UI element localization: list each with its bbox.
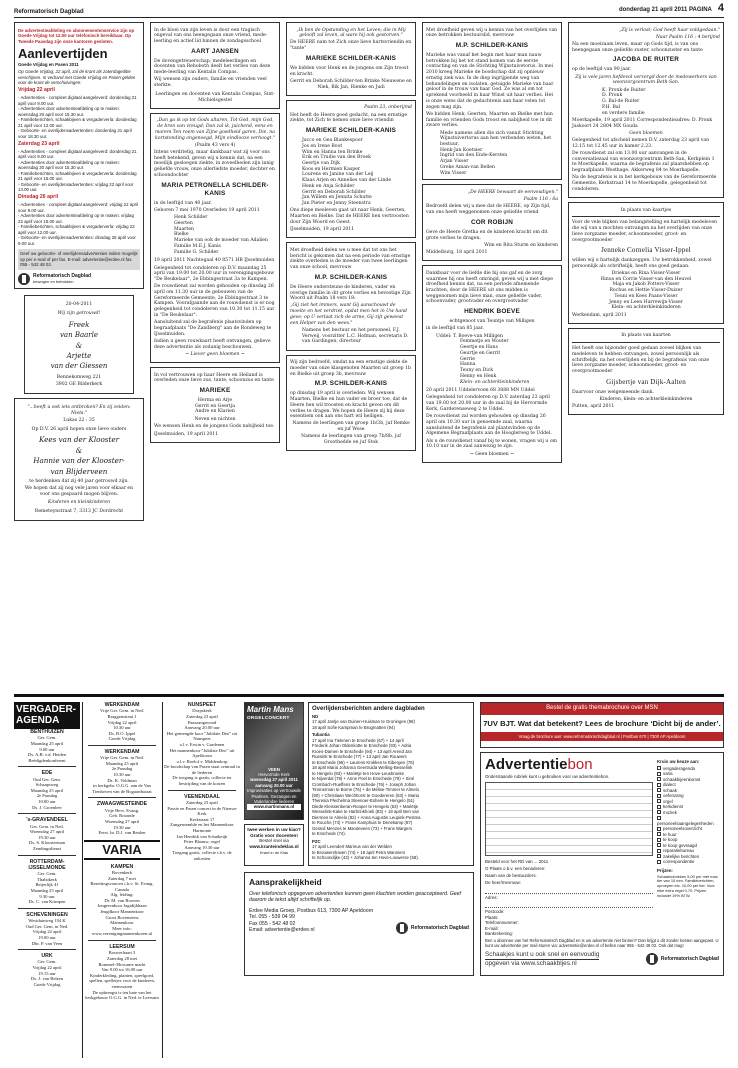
section-divider	[14, 694, 724, 697]
coupon-text-grid[interactable]	[485, 782, 653, 856]
notice-aart-jansen: In de bloei van zijn leven is door een tragisch ongeval van ons heengegaan onze vriend, mede-leerling en actief lid binnen de zondagsschool AART JANSEN De dovengetreuerschap, medeleerlingen en docenten van Rehoboth deelt het verlies van deze mede-leerling van Kentalis Compas. Wij wensen zijn ouders, familie en vrienden veel sterkte. Leerlingen en docenten van Kentalis Compas, Sint-Michielsgestel	[150, 22, 280, 109]
page-header	[14, 2, 724, 18]
death-notice-line: te Brouwershaven (74) + 18 april Petra Wanniers	[312, 849, 406, 855]
agenda-entry: SCHEVENINGEN Westduinweg 194 K Oud Ger. Gem. in Ned. Vrijdag 22 april 19.00 uur Dhr. P. van Veen	[25, 911, 69, 946]
family-list: Henk Schilder Geerten Maarten Bielke Marieke van ook de moeder van Adalien Familie M.E.J. Kanis Familie G. Schilder	[174, 215, 268, 255]
friends-list: Jacco en Gea Blankespoor Jos en Irene Boot Wim en Hanna ten Brinke Erik en Trudie van den Broek Geertje van Dijk Koos en Hermien Kasper Lourens en Janine van der Leij Klaas Arjen en Annelies van der Linde Henk en Anja Schilder Gerrit en Deborah Schilder Jan Willem en Jennita Schutte Jan Pieter en Jenny Steenstra	[302, 138, 392, 207]
category-option[interactable]: personeelsaangelegenheden	[657, 815, 719, 826]
notice-name: AART JANSEN	[191, 47, 239, 55]
msn-ad-title: Bestel de gratis themabrochure over MSN	[481, 703, 723, 715]
notice-name: MARIA PETRONELLA SCHILDER-KANIS	[161, 181, 269, 197]
agenda-column-1	[14, 702, 80, 1058]
column-4	[422, 22, 562, 690]
death-notice-line: 18 april Maria Johanna Geertruida Welling-Besselink	[312, 765, 413, 771]
checkbox-icon[interactable]	[657, 794, 661, 798]
agenda-column-3	[164, 702, 240, 1058]
thanks-visser-ippel: In plaats van kaartjes Voor de vele blijken van belangstelling en hartelijk medeleven die wij van u mochten ontvangen na het overlijden van onze lieve zorgzame moeder, schoonmoeder, groot- en overgrootmoeder Jenneke Cornelia Visser-Ippel willen wij u hartelijk dankzeggen. Uw betrokkenheid, zowel persoonlijk als schriftelijk, heeft ons goed gedaan. Driekus en Rina Visser-Visser Rinus en Corrie Visser-van den Heuvel Maja en Jakob Potters-Visser Rochus en Hettie Visser-Duizer Teuni en Kees Paans-Visser Jenny en Leen Harrewijn-Visser Klein- en achterkleinkinderen Werkendam, april 2011	[568, 202, 724, 324]
column-2	[150, 22, 280, 690]
checkbox-icon[interactable]	[657, 854, 661, 858]
rd-logo: Reformatorisch Dagblad bewogen en betrokken	[18, 273, 140, 286]
agenda-entry: WERKENDAM Vrije Ger. Gem. in Ned. Maandag 25 april 2e Paasdag 10.30 uur Ds. K. Veldman in kerkgebr. O.G.G. aan de Van Tienhoven van de Bogaardstraat	[92, 748, 152, 794]
coupon-fields: De heer/mevrouw: Adres: Postcode: Plaats: Telefoonnummer: E-mail: Bankrekening:	[485, 880, 653, 937]
category-option[interactable]: muziek	[657, 810, 719, 816]
checkbox-icon[interactable]	[657, 783, 661, 787]
column-3	[286, 22, 416, 690]
varia-list	[84, 864, 160, 1001]
agenda-entry: WERKENDAM Vrije Ger. Gem. in Ned. Braggenstraat 1 Vrijdag 22 april 10.30 uur Ds. B.O. Ippel Goede Vrijdag	[100, 702, 144, 742]
agenda-list-2	[84, 702, 160, 836]
concert-ad[interactable]: Martin Mans ORGELCONCERT VEEN Hervormde Kerk woensdag 27 april 2011 aanvang 20.00 uur Improvisaties op vertrouwde Psalmen, Gezangen en Vaderlandse liederen www.martinmans.nl	[244, 702, 304, 820]
advertisement-coupon: Advertentiebon Onderstaande rubriek kunt u gebruiken voor uw advertentiebon. Besteld voor het RD van ... 2011 O Plaats o.b.v. een benaderen: Naam van de bestuurders. De heer/mevrouw: Adres: Postcode: Plaats: Telefoonnummer: E-mail: Bankrekening: Kruis uw keuze aan: vergaderagenda varia schaakbijeenkomst dialect schaak oefenzang orgel kerkdienst muziek personeelsaangelegenheden personeelsoverzicht te huur te koop te koop gevraagd reparatiebureau zakelijke berichten correspondentie Prijzen: Schaakrubrieken 5,00 per met max. tier van 15 mm. Familieberichten, oproepen etc. 10,00 per tier. Voor elke extra regel 0,70. Prijzen inclusief 19% BTW. Ben u abonnee van het Reformatorisch Dagblad en is uw advertentie niet binnen? Dan krijgt u dit zonder kosten aangepast. U kunt uw advertentie per mail sturen via: advertentie@erdee.nl of bellen naar 055 - 542 48 02. Ook dat mag! Schaakjes kunt u ook snel en eenvoudig opgeven via www.schaakbljes.nl Reformatorisch Dagblad	[480, 752, 724, 976]
agenda-entry: NUNSPEET Dorpskerk Zaterdag 23 april Paaszangavond Aanvang 20.00 uur Het gemengde koor "Jubilate Deo" uit Nunspeet o.l.v. Erwin v. Gardenen Het mannenkoor "Jubilate Deo" uit Apeldoorn o.l.v. Roelof v. Middendorp De boodschap van Pasen staat centraal in de liederen De toegang is gratis; collecte ter bestrijding van de kosten	[164, 702, 240, 787]
deadline-list-2: - Advertenties - compleet digitaal aangeleverd: donderdag 21 april voor 9.00 uur. - Advertenties door advertentieafdeling op te maken: woensdag 20 april voor 15.30 uur. - Familieberichten, schaakbijeen & vergaderverla: donderdag 21 april voor 15.00 uur. - Geboorte- en overlijdensadvertenties: vrijdag 22 april voor 14.00 uur.	[18, 148, 137, 193]
death-notices-list	[312, 719, 470, 861]
checkbox-icon[interactable]	[657, 832, 661, 836]
category-option[interactable]: vergaderagenda	[657, 766, 719, 772]
column-5	[568, 22, 724, 690]
agenda-entry: URK Ger. Gem. Vrijdag 22 april 19.15 uur Ds. J. van Belzen Goede Vrijdag	[30, 953, 64, 987]
death-notice-line: Kroes-Damen te Enschede (94) + 13 april Arend Jan	[312, 748, 412, 754]
notice-cor-robijn: „De HEERE bewaart de eenvoudigen." Psalm 116 : 6a Bedroefd delen wij u mee dat de HEERE, op Zijn tijd, van ons heeft weggenomen onze geliefde vriend COR ROBIJN Geve de Heere Gretha en de kinderen kracht om dit grote verlies te dragen. Wim en Rita Sturm en kinderen Middelburg, 18 april 2011	[422, 184, 562, 261]
coupon-title: Advertentiebon	[485, 756, 593, 773]
varia-title: VARIA	[84, 840, 160, 860]
rd-logo: Reformatorisch Dagblad	[646, 953, 719, 965]
death-notice-line: Timmerman te Borne (76) + de Mélise-Timmer te Almelo	[312, 787, 420, 793]
death-notice-line: Diede Kleissenberan-Rooper te Hengelo (63) + Mariëtje	[312, 803, 419, 809]
agenda-entry: BENTHUIZEN Ger. Gem. Maandag 25 april 9.00 uur Ds. A.B. v.d. Heiden Beëdigdenkonferent	[28, 729, 66, 763]
organist-photo	[247, 721, 301, 767]
category-option[interactable]: varia	[657, 771, 719, 777]
notice-school: Met droefheid delen we u mee dat tot ons het bericht is gekomen dat na een periode van ernstige ziekte overleden is de moeder van twee leerlingen van onze school, mevrouw M.P. SCHILDER-KANIS De Heere ondersteune de kinderen, vader en overige familie in dit grote verlies en bevestige Zijn Woord uit Psalm 18 vers 18: „Gij ziet het immers, want Gij aanschouwt de moeite en het verdriet, opdat men het in Uw hand geve; op U verlaat zich de arme, Gij zijt geweest een Helper van den wees." Namens het bestuur en het personeel, F.J. Verweij, voorzitter L.C. Hofman, secretaris D. van Gardingen, directeur	[286, 242, 416, 350]
death-notice-line: Tubantia	[312, 732, 330, 738]
agenda-entry: ROTTERDAM-IJSSELMONDE Ger. Gem. Thabokerk Beijerlijk 41 Maandag 25 april 9.30 uur Ds. C. van Krimpen	[28, 858, 66, 905]
column-1	[14, 22, 144, 690]
krant-in-de-klas-ad[interactable]: twee werken in uw kiao? Gratis voor docenten! Bestel snel via www.kranteindeklas.nl Krant in de Klas	[244, 824, 304, 866]
death-notice-line: 17 april Jantje van Duinen-Huisman te Groningen (98)	[312, 719, 415, 725]
agenda-title: VERGADER- AGENDA	[14, 702, 80, 729]
death-notice-line: 18 april Sofie Kampman te Brugmatten (94)	[312, 724, 395, 730]
death-notices-title: Overlijdensberichten andere dagbladen	[312, 706, 425, 712]
death-notice-line: (90) + Christiaan Wechhorst te Goedereren (53) + Maria	[312, 792, 419, 798]
thanks-van-dijk-aalten: In plaats van kaarten Het heeft ons bijzonder goed gedaan zoveel blijken van medeleven te hebben ontvangen, zowel persoonlijk als schriftelijk, na het overlijden en bij de begrafenis van onze lieve zorgzame moeder, schoonmoeder, groot- en overgrootmoeder Gijsbertje van Dijk-Aalten Daarvoor onze welgemeende dank. Kinderen, klein- en achterkleinkinderen Putten, april 2011	[568, 328, 724, 415]
death-notice-line: te Enschede (96) + Laurens Krokken te Eibergen (76)	[312, 759, 415, 765]
checkbox-icon[interactable]	[657, 777, 661, 781]
notice-name: Jenneke Cornelia Visser-Ippel	[601, 246, 691, 255]
concert-url[interactable]: www.martinmans.nl	[247, 804, 301, 809]
notice-marieke-family: In vol vertrouwen op haar Heere en Heiland is overleden onze lieve zus, tante, schoonzus en tante MARIEKE Herma en Arje Gerrit en Geertja Andre en Klarien Neven en nichten We wensen Henk en de jongens Gods nabijheid toe. IJsselmuiden, 19 april 2011	[150, 367, 280, 443]
deadlines-ad	[14, 22, 144, 289]
notice-name: HENDRIK BOEVE	[464, 308, 520, 316]
agenda-list-3	[164, 702, 240, 862]
deadlines-subtitle: Goede Vrijdag en Pasen 2011	[18, 62, 79, 68]
concert-ad-title: Martin Mans	[247, 705, 294, 714]
death-notices-other-papers: Overlijdensberichten andere dagbladen ND 17 april Jantje van Duinen-Huisman te Groningen (98) 18 april Sofie Kampman te Brugmatten (94) Tubantia 17 april Ina Tielenen te Enschede (67) + 14 april Frederik Johan Oldenkotte te Enschede (93) + Adria Kroes-Damen te Enschede (94) + 13 april Arend Jan Ruesink te Enschede (77) + 13 april Jan Rouwers te Enschede (96) + Laurens Krokken te Eibergen (76) 18 april Maria Johanna Geertruida Welling-Besselink te Hengelo (83) + Mariëtje ten Hove-Leusbroeke te Nijverdal (79) + Anne Poel te Enschede (79) + Siné Crombach-Rueffens te Enschede (76) + Joseph Johan Timmerman te Borne (76) + de Mélise-Timmer te Almelo (90) + Christiaan Wechhorst te Goedereren (53) + Maria Theresia Plechelma Steenoer-Eshere te Hengelo (51) Diede Kleissenberan-Rooper te Hengelo (63) + Mariëtje Wesselink-Kake te Harbrinkhoek (83) + 19 april Ben van Diermen te Almelo (82) + Anna Augustin Leupink-Pestma te Rouche (74) + Frans Kamphuis te Denekamp (87) Gerard Menzes te Mandeveen (73) + Frans Wargers te Enschede (74). PZC 17 april Leendert Marinus van der Welden te Brouwershaven (74) + 18 april Petra Wanniers te Schoondijke (43) + Johanna ten Hove-Louwerse (58).	[308, 702, 474, 866]
notice-name: M.P. SCHILDER-KANIS	[314, 380, 388, 388]
deadline-day-3: Dinsdag 26 april	[18, 194, 59, 201]
death-notice-line: te Rouche (74) + Frans Kamphuis te Denekamp (87)	[312, 820, 413, 826]
category-option[interactable]: zakelijke berichten	[657, 854, 719, 860]
rd-logo: Reformatorisch Dagblad	[396, 922, 469, 934]
category-option[interactable]: kerkdienst	[657, 804, 719, 810]
notice-classmates: Wij zijn bedroefd, omdat na een ernstige ziekte de moeder van onze klasgenoten Maarten uit groep 1b en Bielke uit groep 3b, mevrouw M.P. SCHILDER-KANIS op dinsdag 19 april is overleden. Wij wensen Maarten, Bielke en hun vader en broer toe, dat de Heere hen wil troosten en kracht geven om dit verlies te dragen. We hopen de Heere zij hij deze essentiem ook aan ons hart wil heiligen. Namens de leerlingen van groep 1b/3b, juf Remke en juf Wose Namens de leerlingen van groep 7b/8b, juf Groothedde en juf Stok	[286, 355, 416, 452]
liability-notice: Aansprakelijkheid Over telefonisch opgegeven advertenties kunnen geen klachten worden geaccepteerd. Geef daarom de tekst altijd schriftelijk op. Erdee Media Groep, Postbus 613, 7300 AP Apeldoorn Tel. 055 - 539 04 99 Fax 055 - 542 48 02 Email: advertentie@erdee.nl Reformatorisch Dagblad	[244, 872, 474, 976]
notice-name: MARIEKE	[199, 387, 231, 395]
bride-name: Arjette	[66, 351, 92, 360]
category-option[interactable]: correspondentie	[657, 859, 719, 865]
checkbox-icon[interactable]	[657, 810, 661, 814]
notice-schilder-kanis-family: „Dan ga ik op tot Gods altaren, Tot God, mijn God, de bron van vreugd; Dan zal ik, juichend, eens en marem Ten roem van Zijne goedheid garen, Die, na kortstonding ongenoegd, Mijn eindlooze verhoogt." (Psalm 43 vers 4) Intens verdrietig, maar dankbaar wat zij voor ons heeft betekend, geven wij u kennis dat, na een moeilijk gesloegen ziekte, in zoveelheden zijn innig geliefde vrouw, onze allerliefste moeder, dochter en schoondochter MARIA PETRONELLA SCHILDER-KANIS in de leeftijd van 40 jaar. Geboren 7 mei 1970 Overleden 19 april 2011 Henk Schilder Geerten Maarten Bielke Marieke van ook de moeder van Adalien Familie M.E.J. Kanis Familie G. Schilder 19 april 2011 Nachtegaal 40 8571 HB IJsselmuiden Gelegenheid tot condoleren op D.V. maandag 25 april van 19.00 tot 20.00 uur in verenigingsgebouw "De Beukelaar", 2e Ebbingestraat 3a te Kampen. De rouwdienst zal worden gehouden op dinsdag 26 april om 11.30 uur in de gebouwen van de Gereformeerde Gemeente, 2e Ebbingestraat 3 te Kampen. Voorafgaande aan de rouwdienst is er nog gelegenheid tot condoleren van 10.30 tot 11.15 uur in "De Beukelaar". Aansluitend zal de begrafenis plaatsvinden op begraafplaats "De Zandberg" aan de Rondeweg te IJsselmuiden. Indien u geen rouwkaart heeft ontvangen, gelieve deze advertentie als zodanig beschouwen. ~ Liever geen bloemen ~	[150, 113, 280, 363]
deadline-list-1: - Advertenties - compleet digitaal aangeleverd: donderdag 21 april voor 9.00 uur. - Advertenties door advertentieafdeling op te maken: woensdag 20 april voor 15.30 uur. - Familieberichten, schaakbijeen & vergaderverla: donderdag 21 april voor 12.00 uur. - Geboorte- en overlijdensadvertenties: donderdag 21 april voor 18.30 uur.	[18, 95, 137, 139]
agenda-entry: ZWAAGWESTEINDE Vrije Herv. Evang. Geb. Rotonde Woensdag 27 april 19.30 uur Eerw. hr. D.J. van Reulen	[96, 801, 148, 836]
deadlines-title: Aanlevertijden	[18, 46, 108, 61]
death-notice-line: te Nijverdal (79) + Anne Poel te Enschede (79) + Siné	[312, 776, 415, 782]
category-option[interactable]: te koop	[657, 837, 719, 843]
notice-friends-list: Psalm 23, onberijmd Het heeft de Heere goed gedacht, na een ernstige ziekte, tot Zich te nemen onze lieve vriendin MARIEKE SCHILDER-KANIS Jacco en Gea Blankespoor Jos en Irene Boot Wim en Hanna ten Brinke Erik en Trudie van den Broek Geertje van Dijk Koos en Hermien Kasper Lourens en Janine van der Leij Klaas Arjen en Annelies van der Linde Henk en Anja Schilder Gerrit en Deborah Schilder Jan Willem en Jennita Schutte Jan Pieter en Jenny Steenstra Ons diepe meeleven gaat uit naar Henk, Geerten, Maarten en Bielke. Dat de HEERE hen vertroosten door Zijn Woord en Geest. IJsselmuiden, 19 april 2011	[286, 100, 416, 238]
agenda-list-1	[14, 729, 80, 987]
msn-ad-headline: 7UV BJT. Wat dat betekent? Lees de brochure ‘Dicht bij de ander’.	[483, 718, 721, 728]
schaakjes-url[interactable]: opgeven via www.schaakbljes.nl	[485, 959, 599, 968]
family-list: K. Pronk-de Ruiter D. Pronk G. Bal-de Ruiter P.H. Bal en verdere familie	[602, 87, 646, 116]
death-notice-line: 17 april Leendert Marinus van der Welden	[312, 844, 392, 850]
agenda-entry: 's-GRAVENDEEL Ger. Gem. in Ned. Woensdag 27 april 19.30 uur Ds. S. Kloosterman Zendingsdienst	[26, 817, 68, 851]
notice-foundation: Met droefheid geven wij u kennis van het overlijden van onze betrokken bestuurslid, mevrouw M.P. SCHILDER-KANIS Marieke was vanaf het begin met haar man nauw betrokken bij het tot stand komen van de eerste contacting en van de Stichting Wijnstuivetorus. In mei 2010 kreeg Marieke de boodschap dat zij opnieuw ernstig ziek was. In de diep ingrijpende weg van behandelingen en isolaten, getuigde Marieke van haar geloof in de trouw van haar God. Ze was al om tot sprekend voorbeeld in haar Winst uit haar verlies. Het is onze wens dat de gedachtenis aan haar velen tot zegen mag zijn. We bidden Henk, Geerten, Maarten en Bielke met hun familie en vrienden Gods troost en nabijheid toe in dit zware verlies. Mede namens allen die zich vanuit Stichting Wijnstuivertorus aan hen verbonden weten, het bestuur, Henk-Jan Koetsier Ingrid van den Ende-Kersten Arjan Visser Greke Aman-van Bellen Wim Visser	[422, 22, 562, 180]
deadline-list-3: - Advertenties - compleet digitaal aangeleverd: vrijdag 22 april voor 9.00 uur. - Advertenties door advertentieafdeling op te maken: vrijdag 22 april voor 15.00 uur. - Familieberichten, schaakbijeen & vergaderverla: vrijdag 22 april voor 12.00 uur. - Geboorte- en overlijdensadvertenties: dinsdag 26 april voor 9.00 uur.	[18, 202, 139, 246]
notice-name: MARIEKE SCHILDER-KANIS	[305, 54, 397, 62]
checkbox-icon[interactable]	[657, 843, 661, 847]
death-notice-line: Crombach-Rueffens te Enschede (76) + Joseph Johan	[312, 781, 416, 787]
category-option[interactable]: dialect	[657, 782, 719, 788]
page-number: 4	[717, 2, 724, 15]
varia-entry: LEERSUM Boswerhaart 3 Zaterdag 28 mei Rommel-/Brocante markt Van 9.00 tot 16.00 uur Kinderkleding, planten, speelgoed, spellen, spelletjes voor de kinderen, etenswaren De opbrengst is ten bate van het kerkgebouw O.G.G. in Ned. te Leersum	[85, 944, 159, 1001]
death-notice-line: PZC	[312, 838, 321, 844]
deadlines-body: Op Goede Vrijdag, 22 april, zal de krant als zaterdageditie verschijnen. In verband met Goede Vrijdag en Pasen gelden voor de krant de verschuivingen:	[18, 69, 136, 86]
notice-friends: „Ik ben de Opstanding en het Leven; die in Mij gelooft zal leven, al ware hij ook gestorven." De HEERE nam tot Zich onze lieve hartsvriendin en "tante" MARIEKE SCHILDER-KANIS We bidden voor Henk en de jongens om Zijn troost en kracht. Gerrit en Deborah Schilder-ten Brinke Nieuwene en Niek, Bik Jan, Rienke en Judi	[286, 22, 416, 96]
checkbox-icon[interactable]	[657, 838, 661, 842]
checkbox-icon[interactable]	[657, 772, 661, 776]
address-field[interactable]	[485, 901, 653, 908]
rd-logo-icon	[18, 273, 30, 285]
notice-name: JACOBA DE RUITER	[612, 56, 680, 64]
death-notice-line: Gerard Menzes te Mandeveen (73) + Frans Wargers	[312, 825, 413, 831]
death-notice-line: Wesselink-Kake te Harbrinkhoek (83) + 19 april Ben van	[312, 809, 420, 815]
checkbox-icon[interactable]	[657, 799, 661, 803]
checkbox-icon[interactable]	[657, 849, 661, 853]
deadlines-intro: De advertentieafdeling en abonnementenservice zijn op Goede Vrijdag tot 12.00 uur telefonisch bereikbaar. Op Tweede Paasdag zijn onze kantoren gesloten.	[18, 27, 135, 44]
deadline-day-1: Vrijdag 22 april	[18, 87, 55, 94]
rd-logo-icon	[396, 922, 408, 934]
agenda-entry: EDE Oud Ger. Gem. Schaapsweg Maandag 25 april 2e Paasdag 10.00 uur Ds. J. Groenleer	[30, 770, 64, 810]
coupon-categories: Kruis uw keuze aan: vergaderagenda varia schaakbijeenkomst dialect schaak oefenzang orgel kerkdienst muziek personeelsaangelegenheden personeelsoverzicht te huur te koop te koop gevraagd reparatiebureau zakelijke berichten correspondentie Prijzen: Schaakrubrieken 5,00 per met max. tier van 15 mm. Familieberichten, oproepen etc. 10,00 per tier. Voor elke extra regel 0,70. Prijzen inclusief 19% BTW.	[657, 758, 719, 898]
category-option[interactable]: schaakbijeenkomst	[657, 777, 719, 783]
liability-title: Aansprakelijkheid	[249, 877, 322, 887]
death-notice-line: te Schoondijke (43) + Johanna ten Hove-Louwerse (58).	[312, 855, 419, 861]
notice-name: M.P. SCHILDER-KANIS	[314, 273, 388, 281]
groom-name: Freek	[68, 321, 90, 330]
death-notice-line: Ruesink te Enschede (77) + 13 april Jan Rouwers	[312, 754, 407, 760]
death-notice-line: te Hengelo (83) + Mariëtje ten Hove-Leusbroeke	[312, 770, 405, 776]
family-list: Uddel: T. Boeve-van Milligen Femmetje en Wouter Geertje en Hans Geurtje en Gerrit Gerrie Hanna Teuny en Dick Henny en Henk Klein- en achterkleinkinderen	[436, 333, 530, 385]
paper-name: Reformatorisch Dagblad	[14, 8, 84, 15]
krant-in-de-klas-url[interactable]: www.kranteindeklas.nl	[249, 844, 299, 850]
couple-name-2: Hannie van der Klooster-	[33, 456, 125, 466]
notice-name: MARIEKE SCHILDER-KANIS	[305, 127, 397, 135]
notice-name: COR ROBIJN	[470, 218, 514, 226]
category-option[interactable]: schaak	[657, 788, 719, 794]
varia-entry: KAMPEN Bovenkerk Zaterdag 7 mei Bezettingsconcert t.b.v. St. Evang. Canada Alg. leiding: Dr. M. van Rooven Jongerenkoor Jagtdijkhaan Jeugdkoor Mannenkoor Groot Bovenstens Mannenkoor Meer info: www.verenigingmannenkoren.nl	[90, 863, 154, 937]
rd-logo-icon	[646, 953, 658, 965]
page-date: donderdag 21 april 2011 PAGINA 4	[618, 2, 724, 15]
notice-name: Gijsbertje van Dijk-Aalten	[606, 377, 686, 386]
death-notice-line: Theresia Plechelma Steenoer-Eshere te Hengelo (51)	[312, 798, 415, 804]
deadline-day-2: Zaterdag 23 april	[18, 140, 60, 147]
agenda-entry: VEENENDAAL Zaterdag 23 april Passie en Pasen concert in de Nieuwe Kerk Kerkstraat 17 Zangensemble en het Mannenkoor Harmonie Jan Hendrik van Schaikeijk Peter Blaauw, orgel Aanvang 19.30 uur Toegang gratis, collecte t.b.v. de onkosten	[167, 793, 237, 861]
death-notice-line: Frederik Johan Oldenkotte te Enschede (93) + Adria	[312, 743, 412, 749]
couple-name-1: Kees van der Klooster	[38, 435, 120, 445]
checkbox-icon[interactable]	[657, 860, 661, 864]
category-option[interactable]: personeelsoverzicht	[657, 826, 719, 832]
death-notice-line: 17 april Ina Tielenen te Enschede (67) + 14 april	[312, 737, 404, 743]
notice-hendrik-boeve: Dankbaar voor de liefde die hij ons gaf en de zorg waarmee hij ons heeft omringd, geven wij u met diepe droefheid kennis dat, na een periode afnemende krachten, door de HEERE uit ons midden is weggenomen mijn lieve man, onze geliefde vader, schoonvader, grootvader en overgrootvader HENDRIK BOEVE echtgenoot van Teuntje van Milligen in de leeftijd van 85 jaar. Uddel: T. Boeve-van Milligen Femmetje en Wouter Geertje en Hans Geurtje en Gerrit Gerrie Hanna Teuny en Dick Henny en Henk Klein- en achterkleinkinderen 20 april 2011 Uddelervoen 68 3888 MN Uddel Gelegenheid tot condoleren op D.V. zaterdag 23 april van 19.00 tot 20.00 uur in de zaal bij de Hervormde Kerk, Garderenseweg 2 te Uddel. De rouwdienst zal worden gehouden op dinsdag 26 april om 10.30 uur in genoemde zaal, waarna aansluitend de begrafenis zal plaatsvinden op de Algemene Begraafplaats aan de Hoogleroeg te Uddel. Als u de rouwdienst vanaf bij te wonen, vragen wij u om 10.10 uur in de zaal aanwezig te zijn. ~ Geen bloemen ~	[422, 265, 562, 463]
agenda-column-2	[84, 702, 160, 1058]
checkbox-icon[interactable]	[657, 827, 661, 831]
msn-brochure-ad[interactable]: Bestel de gratis themabrochure over MSN 7UV BJT. Wat dat betekent? Lees de brochure ‘Dicht bij de ander’. Vraag de brochure aan: www.reformatorischdagblad.nl | Postbus 670 | 7300 AP Apeldoorn	[480, 702, 724, 748]
notice-jacoba-de-ruiter: „Zij is verlost; God heeft haar voldgedaan." Naar Psalm 116 : 4 berijmd Na een moeizaam leven, maar op Gods tijd, is van ons heengegaan onze geliefde zuster, schoonzuster en tante JACOBA DE RUITER op de leeftijd van 90 jaar. Zij is vele jaren liefdevol verzorgd door de medewerkers van woonzorgcentrum Beth-San. K. Pronk-de Ruiter D. Pronk G. Bal-de Ruiter P.H. Bal en verdere familie Moerkapelle, 19 april 2011 Correspondentieadres: D. Pronk Jaskoort 24 2804 MX Gouda Geen bloemen Gelegenheid tot afscheid nemen D.V. zaterdag 23 april van 12.15 tot 12.45 uur in kamer 2.23. De rouwdienst zal om 13.00 uur aanvangen in de conversatiezaal van woonzorgcentrum Beth-San, Kerkplein 1 te Moerkapelle, waarna de begrafenis zal plaatshebben op begraafplaats Westhage, Akkerweg 84 te Moerkapelle. Na de begrafenis is in het kerkgebouw van de Gereformeerde Gemeente, Kerkstraat 14 te Moerkapelle, gelegenheid tot condoleren.	[568, 22, 724, 198]
category-option[interactable]: te koop gevraagd	[657, 843, 719, 849]
category-option[interactable]: oefenzang	[657, 793, 719, 799]
checkbox-icon[interactable]	[657, 766, 661, 770]
checkbox-icon[interactable]	[657, 788, 661, 792]
checkbox-icon[interactable]	[657, 816, 661, 820]
anniversary-announcement: "...heeft u ook iets ontbroken? En zij zeiden: Niets." Lukas 22 : 35 Op D.V. 26 april hopen onze lieve ouders Kees van der Klooster & Hannie van der Klooster- van Blijderveen te herdenken dat zij 40 jaar getrouwd zijn. We hopen dat zij nog vele jaren voor elkaar en voor ons gespaard mogen blijven. Kinderen en kleinkinderen Remeteynstraat 7, 3313 JC Dordrecht	[14, 398, 144, 521]
deadlines-contact: Geef uw geboorte- of overlijdensadvertenties indien mogelijk op per e-mail of per fax. E-mail: advertentie@erdee.nl fax 055 - 542 48 02.	[18, 249, 140, 270]
name-field[interactable]	[485, 887, 653, 894]
schaakjes-ad[interactable]: Schaakjes kunt u ook snel en eenvoudig opgeven via www.schaakbljes.nl	[485, 950, 600, 967]
checkbox-icon[interactable]	[657, 805, 661, 809]
death-notice-line: te Enschede (74).	[312, 831, 346, 837]
liability-email[interactable]: Email: advertentie@erdee.nl	[249, 927, 315, 934]
death-notice-line: Diermen te Almelo (82) + Anna Augustin Leupink-Pestma	[312, 814, 421, 820]
notice-name: M.P. SCHILDER-KANIS	[455, 41, 529, 49]
category-option[interactable]: orgel	[657, 799, 719, 805]
wedding-announcement: 20-04-2011 Wij zijn getrouwd! Freek van Baarle & Arjette van der Giessen Bennekomweg 221 3902 GE Bilderkerk	[24, 295, 134, 394]
category-option[interactable]: te huur	[657, 832, 719, 838]
category-option[interactable]: reparatiebureau	[657, 848, 719, 854]
